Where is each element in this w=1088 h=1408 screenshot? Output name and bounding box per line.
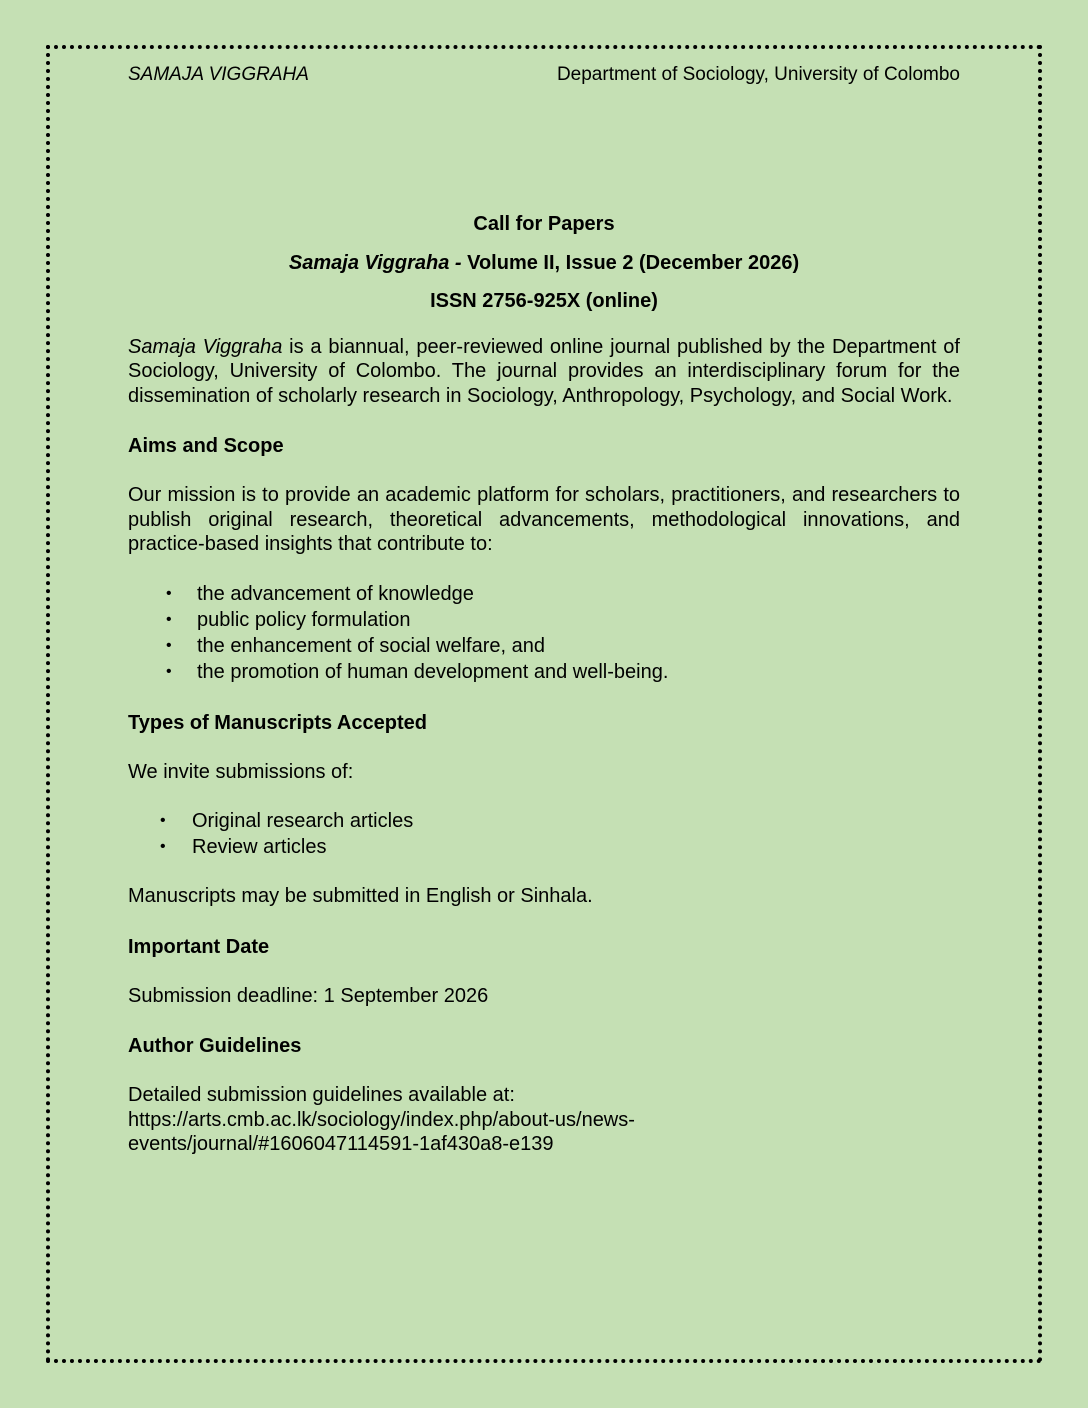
bullet-icon: • — [166, 662, 172, 680]
volume-title — [128, 244, 960, 283]
list-item-text: Original research articles — [192, 810, 414, 832]
types-intro: We invite submissions of: — [128, 760, 354, 783]
language-note: Manuscripts may be submitted in English or Sinhala. — [128, 885, 593, 907]
list-item — [128, 834, 960, 860]
list-item-text: the advancement of knowledge — [197, 582, 474, 605]
guidelines-text: Detailed submission guidelines available at: — [128, 1084, 515, 1106]
list-item-text: public policy formulation — [197, 608, 411, 631]
title-block — [128, 205, 960, 321]
list-item — [128, 581, 960, 607]
bullet-icon: • — [166, 584, 172, 602]
intro-journal-name: Samaja Viggraha — [128, 335, 283, 358]
header-journal-name: SAMAJA VIGGRAHA — [128, 64, 309, 85]
aims-list — [128, 581, 960, 685]
issn-title: ISSN 2756-925X (online) — [430, 290, 658, 312]
guidelines-url-line-2[interactable]: events/journal/#1606047114591-1af430a8-e139 — [128, 1133, 554, 1155]
types-list — [128, 808, 960, 860]
deadline-text: Submission deadline: 1 September 2026 — [128, 984, 489, 1007]
intro-text: is a biannual, peer-reviewed online journal published by the Department of Sociology, University of Colombo. The journal provides an interdisciplinary forum for the dissemination of scholarly research in Sociology, Anthropology, Psychology, and Social Work. — [128, 335, 960, 407]
bullet-icon: • — [160, 838, 166, 855]
bullet-icon: • — [166, 636, 172, 654]
guidelines-url-line-1[interactable]: https://arts.cmb.ac.lk/sociology/index.php/about-us/news- — [128, 1108, 635, 1131]
aims-paragraph: Our mission is to provide an academic platform for scholars, practitioners, and researchers to publish original research, theoretical advancements, methodological innovations, and practice-based insights that contribute to: — [128, 484, 960, 555]
call-for-papers-title: Call for Papers — [473, 213, 615, 235]
guidelines-heading: Author Guidelines — [128, 1035, 302, 1057]
running-header — [128, 62, 960, 88]
list-item-text: the promotion of human development and well-being. — [197, 660, 669, 683]
document-body — [128, 62, 960, 1157]
list-item — [128, 659, 960, 685]
date-heading: Important Date — [128, 935, 270, 958]
list-item — [128, 633, 960, 659]
list-item-text: the enhancement of social welfare, and — [197, 634, 545, 657]
volume-journal-name: Samaja Viggraha - — [288, 251, 462, 274]
list-item-text: Review articles — [192, 836, 327, 858]
list-item — [128, 808, 960, 834]
intro-paragraph — [128, 335, 960, 409]
bullet-icon: • — [166, 610, 172, 628]
bullet-icon: • — [160, 812, 166, 829]
list-item — [128, 607, 960, 633]
header-department: Department of Sociology, University of Colombo — [556, 64, 960, 85]
aims-heading: Aims and Scope — [128, 435, 284, 457]
types-heading: Types of Manuscripts Accepted — [128, 711, 427, 734]
volume-issue: Volume II, Issue 2 (December 2026) — [461, 251, 800, 274]
